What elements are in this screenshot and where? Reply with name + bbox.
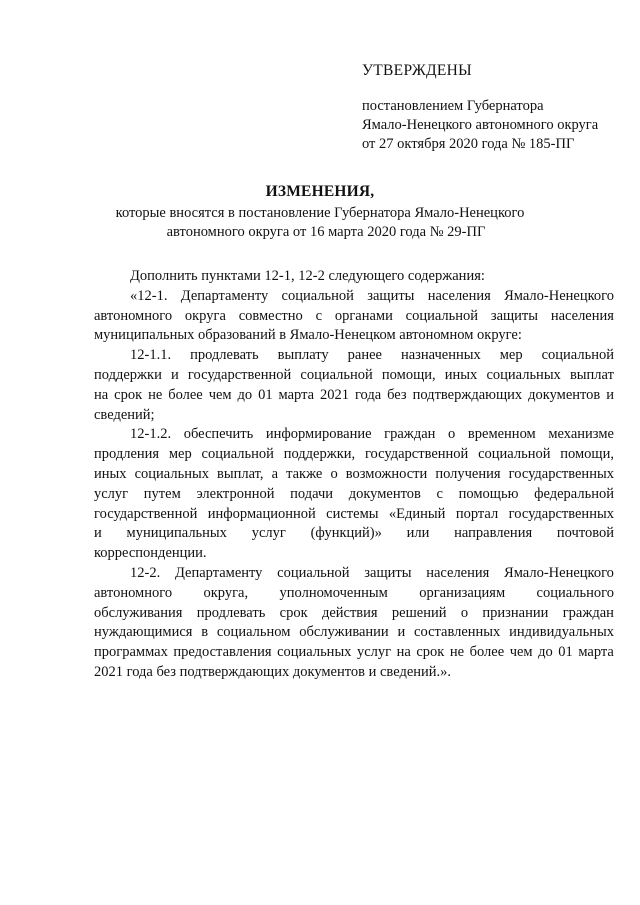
item-12-1-1-line-1: 12-1.1. продлевать выплату ранее назначенных мер социальной [130,347,614,364]
approval-line-3: от 27 октября 2020 года № 185-ПГ [362,136,575,152]
item-12-2-line-5: программах предоставления социальных услуг на срок не более чем до 01 марта [94,644,614,661]
subtitle-line-1: которые вносятся в постановление Губернатора Ямало-Ненецкого [115,205,525,221]
document-subtitle [0,204,640,242]
item-12-1-line-1: «12-1. Департаменту социальной защиты населения Ямало-Ненецкого [130,287,614,304]
document-body [94,267,614,683]
approval-line-1: постановлением Губернатора [362,98,544,114]
item-12-2-line-2: автономного округа, уполномоченным организациям социального [94,584,614,601]
approval-line-2: Ямало-Ненецкого автономного округа [362,117,599,133]
item-12-1-line-2: автономного округа совместно с органами социальной защиты населения [94,307,614,324]
approval-stamp-title: УТВЕРЖДЕНЫ [362,62,472,79]
item-12-1-line-3: муниципальных образований в Ямало-Ненецком автономном округе: [94,327,522,344]
item-12-1-2-line-5: государственной информационной системы «Единый портал государственных [94,505,614,522]
item-12-1-2-line-6: и муниципальных услуг (функций)» или направления почтовой [94,525,614,542]
item-12-2-line-6: 2021 года без подтверждающих документов и сведений.». [94,663,452,680]
item-12-1-1-line-3: на срок не более чем до 01 марта 2021 года без подтверждающих документов и [94,386,614,403]
item-12-1-2-line-3: иных социальных выплат, а также о возможности получения государственных [94,465,614,482]
item-12-2-line-1: 12-2. Департаменту социальной защиты населения Ямало-Ненецкого [130,564,614,581]
item-12-1-2-line-7: корреспонденции. [94,545,207,562]
item-12-1-2-line-2: продления мер социальной поддержки, государственной социальной помощи, [94,446,614,463]
item-12-2-line-4: нуждающимися в социальном обслуживании и составленных индивидуальных [94,624,614,641]
body-intro-line: Дополнить пунктами 12-1, 12-2 следующего содержания: [130,268,485,284]
item-12-1-1-line-2: поддержки и государственной социальной помощи, иных социальных выплат [94,366,614,383]
item-12-1-2-line-4: услуг путем электронной подачи документов с помощью федеральной [94,485,614,502]
subtitle-line-2: автономного округа от 16 марта 2020 года № 29-ПГ [166,224,486,240]
document-title: ИЗМЕНЕНИЯ, [265,183,375,200]
item-12-2-line-3: обслуживания продлевать срок действия решений о признании граждан [94,604,614,621]
item-12-1-1-line-4: сведений; [94,406,155,423]
item-12-1-2-line-1: 12-1.2. обеспечить информирование граждан о временном механизме [130,426,614,443]
approval-stamp-details [362,97,598,154]
